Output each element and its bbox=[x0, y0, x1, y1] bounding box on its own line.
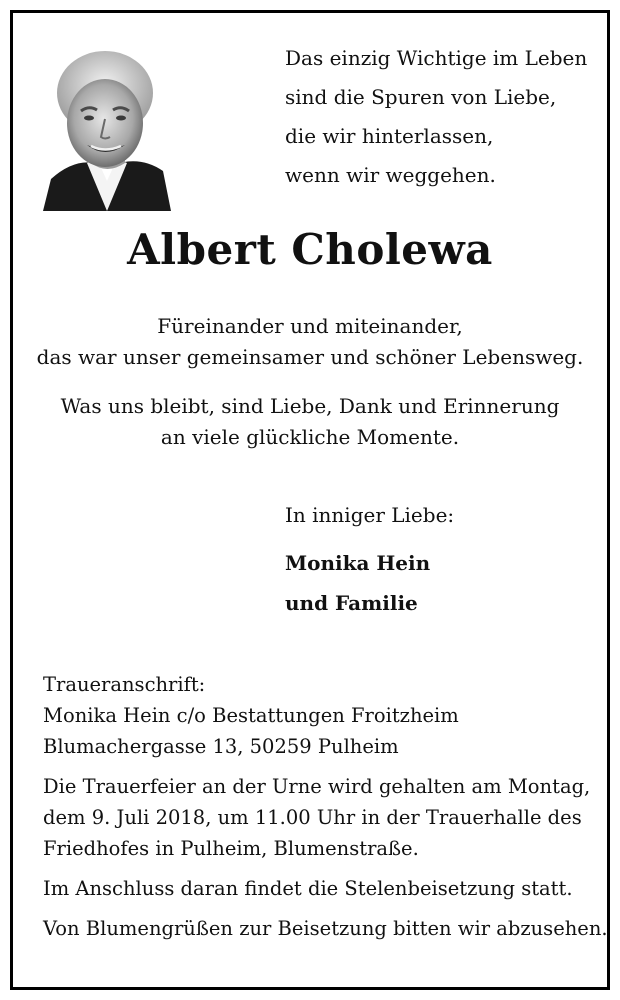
deceased-name: Albert Cholewa bbox=[127, 225, 493, 274]
tribute-text-1 bbox=[13, 311, 607, 373]
signer-name: Monika Hein bbox=[285, 551, 431, 575]
tribute-line: an viele glückliche Momente. bbox=[160, 425, 460, 449]
quote-line: Das einzig Wichtige im Leben bbox=[285, 46, 588, 70]
portrait-photo bbox=[43, 41, 171, 211]
quote-line: wenn wir weggehen. bbox=[285, 163, 496, 187]
tribute-line: Füreinander und miteinander, bbox=[157, 314, 463, 338]
quote-line: sind die Spuren von Liebe, bbox=[285, 85, 557, 109]
ceremony-line: Friedhofes in Pulheim, Blumenstraße. bbox=[43, 837, 419, 860]
flowers-note: Von Blumengrüßen zur Beisetzung bitten wir abzusehen. bbox=[43, 917, 608, 940]
tribute-text-2 bbox=[13, 391, 607, 453]
burial-note: Im Anschluss daran findet die Stelenbeisetzung statt. bbox=[43, 877, 573, 900]
signers bbox=[285, 543, 430, 623]
tribute-line: Was uns bleibt, sind Liebe, Dank und Erinnerung bbox=[60, 394, 560, 418]
signer-family: und Familie bbox=[285, 591, 418, 615]
ceremony-line: Die Trauerfeier an der Urne wird gehalten am Montag, bbox=[43, 775, 591, 798]
address-line: Blumachergasse 13, 50259 Pulheim bbox=[43, 735, 399, 758]
memorial-quote bbox=[285, 39, 595, 195]
ceremony-line: dem 9. Juli 2018, um 11.00 Uhr in der Trauerhalle des bbox=[43, 806, 582, 829]
quote-line: die wir hinterlassen, bbox=[285, 124, 494, 148]
address-label: Traueranschrift: bbox=[43, 673, 206, 696]
obituary-notice bbox=[10, 10, 610, 990]
funeral-details bbox=[43, 669, 608, 944]
address-line: Monika Hein c/o Bestattungen Froitzheim bbox=[43, 704, 459, 727]
signature-intro: In inniger Liebe: bbox=[285, 503, 455, 527]
portrait-image bbox=[43, 41, 171, 211]
tribute-line: das war unser gemeinsamer und schöner Lebensweg. bbox=[36, 345, 584, 369]
